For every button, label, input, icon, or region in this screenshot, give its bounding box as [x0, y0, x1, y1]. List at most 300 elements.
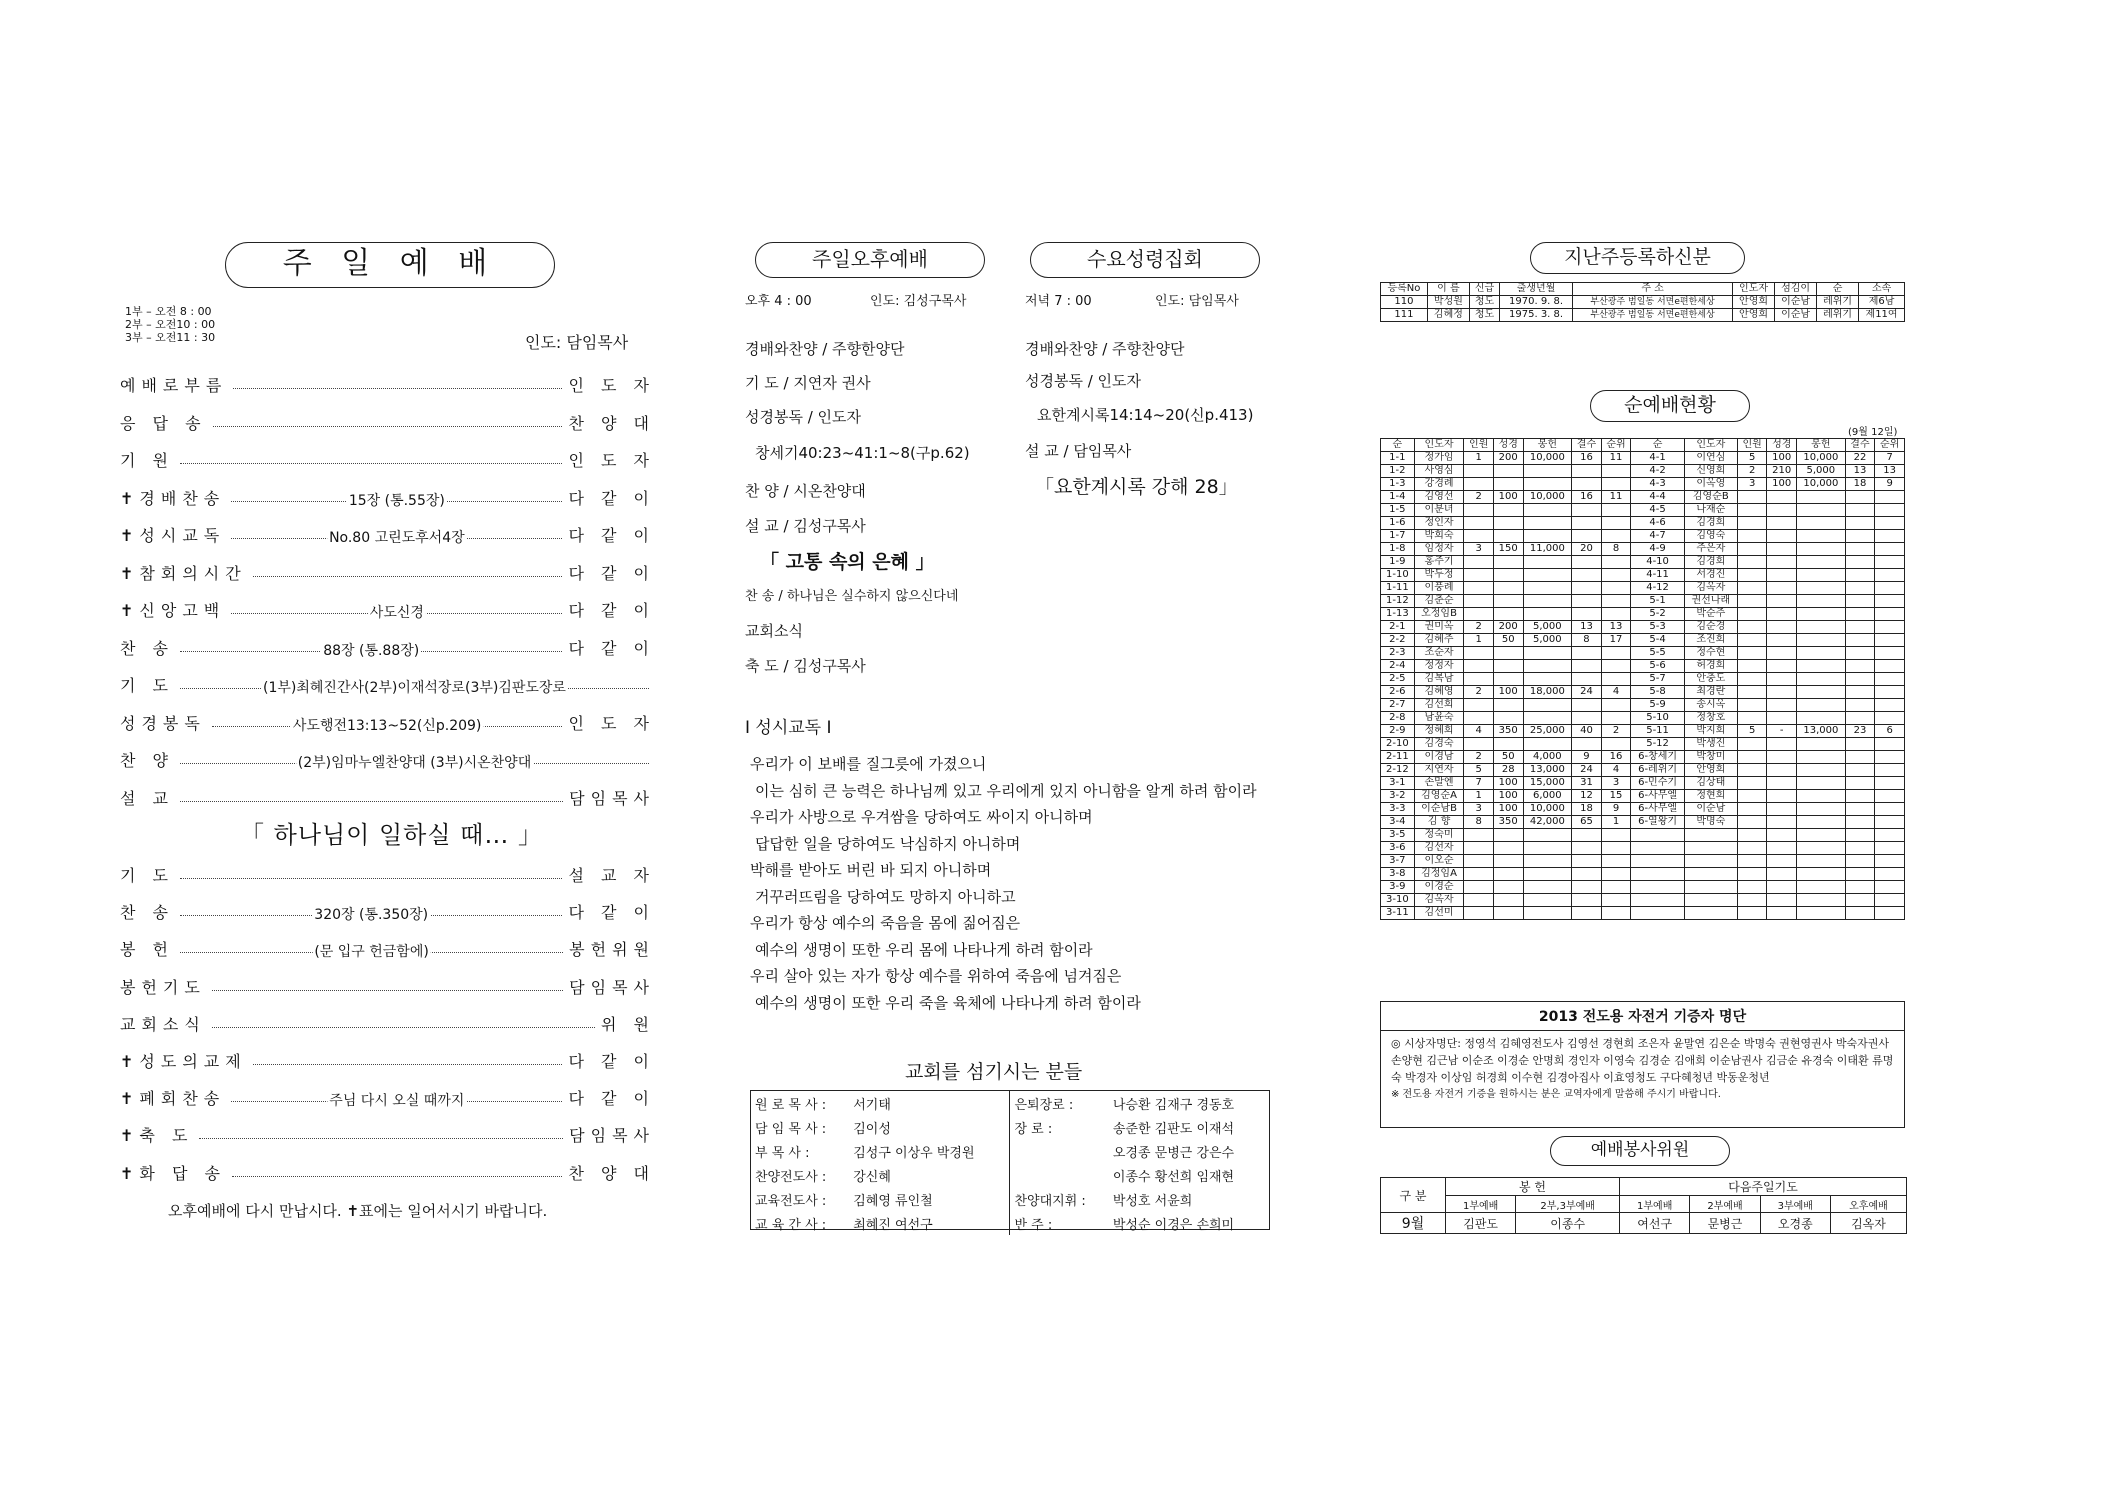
reading-line: 예수의 생명이 또한 우리 죽을 육체에 나타나게 하려 함이라 — [755, 993, 1141, 1012]
table-cell — [1523, 569, 1572, 582]
table-cell — [1523, 608, 1572, 621]
service-item-detail: 사도행전13:13~52(신p.209) — [291, 715, 484, 735]
wednesday-item: 경배와찬양 / 주향찬양단 — [1025, 340, 1185, 358]
table-cell — [1797, 569, 1846, 582]
table-cell: 2 — [1464, 621, 1494, 634]
dot-leader — [180, 878, 562, 879]
duty-title: 예배봉사위원 — [1550, 1136, 1730, 1166]
table-row — [1381, 452, 1905, 465]
table-cell — [1572, 842, 1602, 855]
duty-offering-header: 봉 헌 — [1446, 1178, 1620, 1196]
service-item — [120, 445, 655, 471]
table-cell — [1523, 660, 1572, 673]
dot-leader — [180, 642, 562, 659]
table-cell — [1737, 608, 1767, 621]
table-cell — [1797, 777, 1846, 790]
table-cell — [1464, 556, 1494, 569]
table-cell — [1845, 790, 1875, 803]
table-header: 성경 — [1767, 439, 1797, 452]
table-cell — [1737, 491, 1767, 504]
table-cell — [1767, 543, 1797, 556]
table-cell: 9 — [1601, 803, 1631, 816]
table-cell: 5-11 — [1631, 725, 1684, 738]
table-cell — [1572, 829, 1602, 842]
service-item-person: 인 도 자 — [568, 713, 655, 733]
table-cell — [1737, 777, 1767, 790]
table-cell — [1464, 647, 1494, 660]
table-cell — [1767, 829, 1797, 842]
table-cell: 6-민수기 — [1631, 777, 1684, 790]
table-cell — [1845, 868, 1875, 881]
table-cell: 2-1 — [1381, 621, 1415, 634]
table-cell: 31 — [1572, 777, 1602, 790]
table-cell: 제6남 — [1859, 296, 1905, 309]
table-cell — [1737, 543, 1767, 556]
staff-names: 김혜영 류인철 — [853, 1193, 933, 1209]
table-header: 순위 — [1875, 439, 1905, 452]
table-cell: 16 — [1572, 452, 1602, 465]
table-cell: 1 — [1464, 452, 1494, 465]
table-row — [1381, 829, 1905, 842]
table-cell — [1845, 621, 1875, 634]
service-item-person: 다 같 이 — [568, 526, 655, 545]
table-row — [1381, 699, 1905, 712]
table-cell: 13 — [1601, 621, 1631, 634]
table-cell — [1523, 478, 1572, 491]
table-cell — [1601, 647, 1631, 660]
table-cell: 박명숙 — [1684, 816, 1737, 829]
table-cell — [1767, 556, 1797, 569]
table-row — [1381, 907, 1905, 920]
table-cell: 1-9 — [1381, 556, 1415, 569]
table-header: 이 름 — [1427, 283, 1469, 296]
table-cell — [1631, 829, 1684, 842]
staff-names: 강신혜 — [853, 1169, 891, 1185]
table-cell — [1845, 543, 1875, 556]
table-cell: 사영심 — [1414, 465, 1464, 478]
table-cell — [1523, 894, 1572, 907]
table-cell — [1464, 712, 1494, 725]
staff-names: 김이성 — [853, 1121, 891, 1137]
table-cell: 이순남B — [1414, 803, 1464, 816]
table-cell — [1875, 621, 1905, 634]
table-cell: 2-3 — [1381, 647, 1415, 660]
table-cell — [1601, 894, 1631, 907]
table-cell — [1523, 855, 1572, 868]
reading-line: 우리가 사방으로 우겨쌈을 당하여도 싸이지 아니하며 — [750, 808, 1093, 826]
dot-leader — [232, 1176, 563, 1177]
table-cell — [1493, 881, 1523, 894]
table-cell — [1845, 491, 1875, 504]
table-cell — [1464, 829, 1494, 842]
donor-title: 2013 전도용 자전거 기증자 명단 — [1381, 1002, 1904, 1031]
table-cell — [1845, 504, 1875, 517]
table-row — [1381, 751, 1905, 764]
morning-sermon-title: 「 하나님이 일하실 때… 」 — [240, 821, 543, 849]
table-cell — [1767, 647, 1797, 660]
table-cell: - — [1767, 725, 1797, 738]
service-item-person: 위 원 — [601, 1014, 655, 1034]
table-cell — [1601, 517, 1631, 530]
table-cell: 1 — [1464, 634, 1494, 647]
table-cell: 김영선 — [1414, 491, 1464, 504]
dot-leader — [180, 944, 563, 961]
table-cell — [1464, 517, 1494, 530]
table-cell: 김혜주 — [1414, 634, 1464, 647]
table-cell: 24 — [1572, 764, 1602, 777]
table-cell: 5-7 — [1631, 673, 1684, 686]
table-cell: 1-2 — [1381, 465, 1415, 478]
table-cell — [1845, 517, 1875, 530]
table-cell: 6-사무엘 — [1631, 803, 1684, 816]
table-cell: 4-11 — [1631, 569, 1684, 582]
table-cell — [1845, 751, 1875, 764]
table-cell — [1464, 907, 1494, 920]
table-cell — [1797, 855, 1846, 868]
service-item — [120, 558, 655, 584]
table-cell: 4-7 — [1631, 530, 1684, 543]
table-cell — [1737, 556, 1767, 569]
wednesday-scripture: 요한계시록14:14~20(신p.413) — [1037, 406, 1254, 424]
table-cell: 13,000 — [1523, 764, 1572, 777]
table-cell — [1767, 673, 1797, 686]
afternoon-item: 찬 송 / 하나님은 실수하지 않으신다네 — [745, 589, 959, 604]
table-cell: 200 — [1493, 452, 1523, 465]
table-cell: 2-12 — [1381, 764, 1415, 777]
table-row — [1381, 556, 1905, 569]
table-cell: 3-6 — [1381, 842, 1415, 855]
staff-row — [751, 1211, 1269, 1235]
staff-role: 교 육 간 사 : — [755, 1217, 827, 1233]
table-cell — [1875, 842, 1905, 855]
table-cell: 3 — [1464, 803, 1494, 816]
table-header: 순위 — [1601, 439, 1631, 452]
table-cell — [1737, 868, 1767, 881]
table-cell — [1737, 660, 1767, 673]
table-cell — [1572, 530, 1602, 543]
table-cell — [1875, 647, 1905, 660]
service-item — [120, 1120, 655, 1146]
duty-sub: 1부예배 — [1446, 1196, 1516, 1213]
table-cell — [1737, 907, 1767, 920]
table-header: 봉헌 — [1797, 439, 1846, 452]
table-cell — [1601, 855, 1631, 868]
table-cell: 4-4 — [1631, 491, 1684, 504]
dot-leader — [231, 530, 562, 546]
table-cell: 김선희 — [1414, 699, 1464, 712]
table-cell — [1601, 569, 1631, 582]
table-cell: 김정임A — [1414, 868, 1464, 881]
table-cell — [1464, 465, 1494, 478]
table-cell — [1845, 907, 1875, 920]
table-row — [1381, 621, 1905, 634]
service-item-detail: 15장 (통.55장) — [347, 490, 447, 510]
service-item-detail: 88장 (통.88장) — [321, 640, 421, 660]
table-row — [1381, 855, 1905, 868]
table-cell: 박창미 — [1684, 751, 1737, 764]
service-item-person: 다 같 이 — [568, 1052, 655, 1071]
table-cell — [1684, 829, 1737, 842]
table-cell: 1-12 — [1381, 595, 1415, 608]
table-cell — [1737, 569, 1767, 582]
table-cell: 강경례 — [1414, 478, 1464, 491]
table-cell: 허경희 — [1684, 660, 1737, 673]
table-cell — [1845, 803, 1875, 816]
table-cell — [1737, 764, 1767, 777]
table-cell: 13,000 — [1797, 725, 1846, 738]
table-cell: 송시옥 — [1684, 699, 1737, 712]
table-cell: 4-5 — [1631, 504, 1684, 517]
donor-box — [1380, 1001, 1905, 1128]
table-cell — [1767, 595, 1797, 608]
service-item-detail: 주님 다시 오실 때까지 — [327, 1090, 466, 1110]
table-cell: 23 — [1845, 725, 1875, 738]
dot-leader — [180, 463, 562, 464]
table-row — [1381, 634, 1905, 647]
table-row — [1381, 764, 1905, 777]
table-cell: 17 — [1601, 634, 1631, 647]
table-cell: 1-7 — [1381, 530, 1415, 543]
table-cell — [1493, 647, 1523, 660]
table-cell — [1797, 894, 1846, 907]
table-cell — [1684, 907, 1737, 920]
table-cell — [1767, 517, 1797, 530]
table-cell: 350 — [1493, 816, 1523, 829]
table-cell: 2-10 — [1381, 738, 1415, 751]
table-row — [1381, 790, 1905, 803]
table-cell — [1493, 868, 1523, 881]
table-cell: 18 — [1572, 803, 1602, 816]
staff-names: 박성순 이경은 손희미 — [1112, 1217, 1235, 1233]
table-cell — [1797, 595, 1846, 608]
table-cell: 2-8 — [1381, 712, 1415, 725]
service-item-person: 다 같 이 — [568, 601, 655, 620]
table-cell: 1970. 9. 8. — [1500, 296, 1573, 309]
table-cell: 5-8 — [1631, 686, 1684, 699]
service-item-label: 성경봉독 — [120, 713, 206, 733]
table-row — [1381, 803, 1905, 816]
afternoon-scripture: 창세기40:23~41:1~8(구p.62) — [755, 444, 970, 462]
service-item-person: 인 도 자 — [568, 451, 655, 470]
service-item-detail: (문 입구 헌금함에) — [312, 941, 431, 961]
table-cell — [1767, 855, 1797, 868]
table-cell: 110 — [1381, 296, 1428, 309]
table-cell — [1493, 842, 1523, 855]
service-item — [120, 520, 655, 546]
table-cell — [1464, 842, 1494, 855]
table-cell: 12 — [1572, 790, 1602, 803]
table-cell — [1767, 530, 1797, 543]
table-cell — [1797, 790, 1846, 803]
reading-line: 거꾸러뜨림을 당하여도 망하지 아니하고 — [755, 887, 1016, 906]
staff-names: 서기태 — [853, 1097, 891, 1113]
table-header: 섬김이 — [1775, 283, 1817, 296]
afternoon-leader: 인도: 김성구목사 — [870, 294, 967, 309]
table-cell: 김순경 — [1684, 621, 1737, 634]
table-cell: 350 — [1493, 725, 1523, 738]
table-cell — [1767, 868, 1797, 881]
table-cell — [1572, 465, 1602, 478]
table-header: 주 소 — [1573, 283, 1733, 296]
table-cell — [1523, 881, 1572, 894]
table-cell — [1767, 777, 1797, 790]
table-header: 소속 — [1859, 283, 1905, 296]
table-cell — [1631, 842, 1684, 855]
duty-prayer-header: 다음주일기도 — [1620, 1178, 1907, 1196]
table-cell — [1601, 673, 1631, 686]
table-header: 결수 — [1572, 439, 1602, 452]
table-header: 봉헌 — [1523, 439, 1572, 452]
table-cell — [1601, 582, 1631, 595]
table-cell: 2 — [1737, 465, 1767, 478]
service-item-person: 다 같 이 — [568, 638, 655, 658]
service-item — [120, 1009, 655, 1035]
table-row — [1381, 530, 1905, 543]
dot-leader — [233, 388, 562, 389]
table-cell — [1797, 686, 1846, 699]
table-cell — [1523, 829, 1572, 842]
table-cell: 5,000 — [1797, 465, 1846, 478]
table-cell — [1797, 816, 1846, 829]
table-cell: 이연심 — [1684, 452, 1737, 465]
service-item-label: ✝축 도 — [120, 1126, 194, 1146]
table-cell: 정창호 — [1684, 712, 1737, 725]
table-cell: 1 — [1464, 790, 1494, 803]
table-cell — [1737, 582, 1767, 595]
table-cell — [1797, 881, 1846, 894]
service-item — [120, 370, 655, 396]
donor-list: ◎ 시상자명단: 정영석 김혜영전도사 김영선 경현희 조은자 윤말연 김은순 박명숙 권현영권사 박숙자권사 손양현 김근남 이순조 이경순 안명희 경인자 이영숙 김경순 김애희 이순남권사 김금순 유경숙 이태환 류명숙 박경자 이상임 허경희 이수현 김경아집사 이효영청도 구다혜청년 박동운청년 ※ 전도용 자전거 기증을 원하시는 분은 교역자에게 말씀해 주시기 바랍니다. — [1391, 1037, 1894, 1100]
table-cell: 13 — [1845, 465, 1875, 478]
table-cell — [1523, 738, 1572, 751]
table-cell: 홍주기 — [1414, 556, 1464, 569]
table-cell: 2 — [1464, 491, 1494, 504]
table-cell — [1845, 816, 1875, 829]
afternoon-item: 기 도 / 지연자 권사 — [745, 374, 871, 392]
table-cell: 부산광주 범일동 서면e편한세상 — [1573, 309, 1733, 322]
reading-line: 우리 살아 있는 자가 항상 예수를 위하여 죽음에 넘겨짐은 — [750, 967, 1122, 985]
table-cell — [1875, 595, 1905, 608]
table-cell: 10,000 — [1523, 491, 1572, 504]
cell-date: (9월 12일) — [1848, 427, 1898, 438]
service-item-person: 봉헌위원 — [569, 940, 655, 960]
table-cell: 부산광주 범일동 서면e편한세상 — [1573, 296, 1733, 309]
table-cell — [1767, 660, 1797, 673]
table-cell — [1737, 517, 1767, 530]
table-cell: 5-6 — [1631, 660, 1684, 673]
table-cell — [1464, 504, 1494, 517]
table-cell: 박성원 — [1427, 296, 1469, 309]
table-cell — [1464, 530, 1494, 543]
table-cell — [1845, 829, 1875, 842]
table-cell: 이오순 — [1414, 855, 1464, 868]
table-cell — [1523, 907, 1572, 920]
table-cell — [1523, 504, 1572, 517]
duty-gubun-header: 구 분 — [1381, 1178, 1446, 1213]
table-cell — [1631, 894, 1684, 907]
table-cell: 청도 — [1469, 309, 1499, 322]
table-cell: 2 — [1464, 751, 1494, 764]
table-cell: 10,000 — [1523, 803, 1572, 816]
table-cell — [1797, 803, 1846, 816]
table-cell: 5-2 — [1631, 608, 1684, 621]
table-cell — [1737, 881, 1767, 894]
table-cell: 50 — [1493, 634, 1523, 647]
table-cell: 1 — [1601, 816, 1631, 829]
table-cell — [1493, 907, 1523, 920]
table-cell: 이순남 — [1775, 309, 1817, 322]
table-cell — [1572, 478, 1602, 491]
reading-line: 박해를 받아도 버린 바 되지 아니하며 — [750, 861, 992, 879]
table-cell — [1875, 751, 1905, 764]
table-cell: 200 — [1493, 621, 1523, 634]
table-cell: 김영순A — [1414, 790, 1464, 803]
table-cell — [1875, 543, 1905, 556]
table-cell — [1845, 699, 1875, 712]
table-row — [1381, 777, 1905, 790]
registrants-table — [1380, 282, 1905, 322]
service-item-label: ✝경배찬송 — [120, 488, 226, 508]
service-item-detail: 320장 (통.350장) — [312, 904, 430, 924]
table-header: 순 — [1817, 283, 1859, 296]
table-cell: 3-11 — [1381, 907, 1415, 920]
table-cell — [1737, 790, 1767, 803]
service-item — [120, 708, 655, 734]
duty-table — [1380, 1177, 1907, 1234]
wednesday-sermon-title: 「요한계시록 강해 28」 — [1035, 476, 1238, 498]
table-cell: 5-1 — [1631, 595, 1684, 608]
table-cell: 4 — [1601, 764, 1631, 777]
table-cell: 42,000 — [1523, 816, 1572, 829]
table-header: 결수 — [1845, 439, 1875, 452]
service-item-person: 찬 양 대 — [568, 413, 655, 433]
service-item-detail: (1부)최혜진간사(2부)이재석장로(3부)김판도장로 — [261, 677, 568, 697]
table-cell: 정정자 — [1414, 660, 1464, 673]
table-cell: 최경란 — [1684, 686, 1737, 699]
wednesday-item: 성경봉독 / 인도자 — [1025, 372, 1142, 390]
staff-row — [751, 1115, 1269, 1139]
table-cell: 김선미 — [1414, 907, 1464, 920]
table-cell: 8 — [1572, 634, 1602, 647]
table-cell — [1845, 608, 1875, 621]
table-row — [1381, 738, 1905, 751]
service-item-label: 기 도 — [120, 676, 174, 695]
table-cell — [1845, 647, 1875, 660]
service-item — [120, 1158, 655, 1184]
table-cell: 16 — [1601, 751, 1631, 764]
table-cell: 150 — [1493, 543, 1523, 556]
table-cell — [1572, 907, 1602, 920]
table-cell — [1737, 686, 1767, 699]
table-cell — [1464, 608, 1494, 621]
table-cell — [1523, 712, 1572, 725]
table-cell: 3-8 — [1381, 868, 1415, 881]
duty-name: 이종수 — [1516, 1213, 1620, 1234]
table-cell — [1601, 556, 1631, 569]
dot-leader — [180, 801, 563, 802]
table-cell — [1767, 491, 1797, 504]
table-cell: 4-10 — [1631, 556, 1684, 569]
table-cell — [1601, 504, 1631, 517]
table-cell: 박두정 — [1414, 569, 1464, 582]
table-cell: 9 — [1572, 751, 1602, 764]
table-cell — [1767, 764, 1797, 777]
table-cell — [1601, 907, 1631, 920]
staff-names: 박성호 서윤희 — [1112, 1193, 1193, 1209]
table-cell: 김선자 — [1414, 842, 1464, 855]
service-item-detail: 사도신경 — [368, 602, 426, 622]
table-cell — [1631, 907, 1684, 920]
